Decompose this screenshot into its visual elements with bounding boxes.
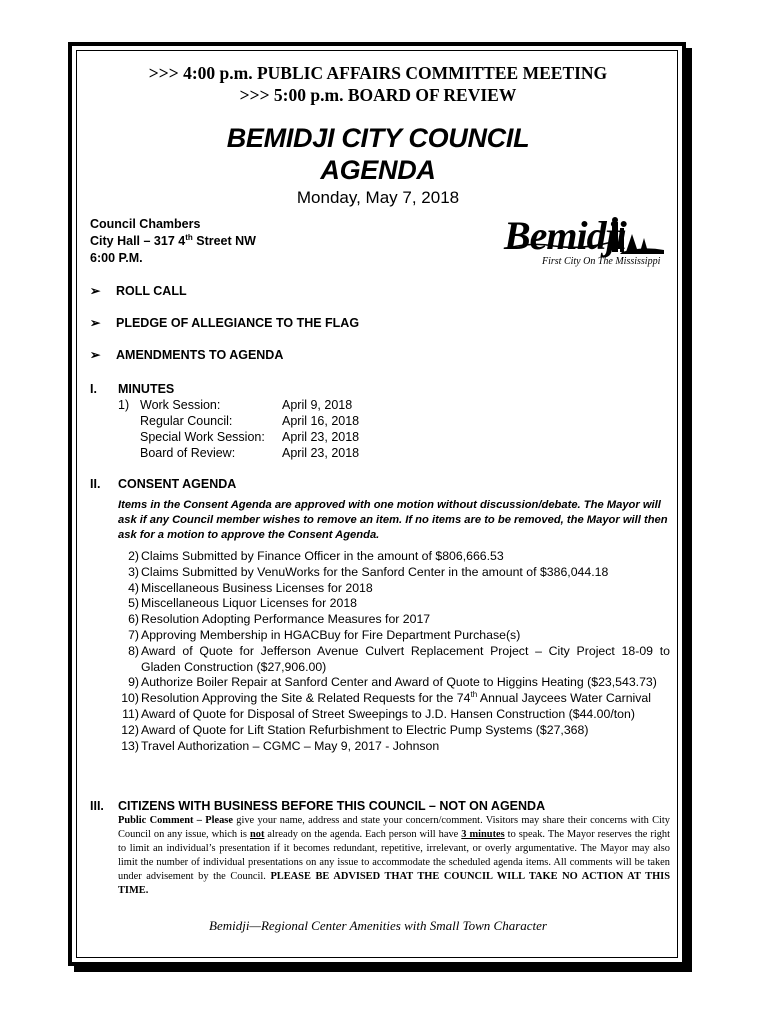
minutes-label: Regular Council:: [140, 414, 233, 428]
pledge-label: PLEDGE OF ALLEGIANCE TO THE FLAG: [116, 316, 360, 330]
meeting-line-2: >>> 5:00 p.m. BOARD OF REVIEW: [239, 85, 517, 105]
list-item: [86, 612, 670, 628]
minutes-index: [118, 429, 140, 445]
item-text: Approving Membership in HGACBuy for Fire Department Purchase(s): [141, 627, 521, 642]
minutes-row: [118, 445, 359, 461]
border-shadow-bottom: [74, 966, 692, 972]
item-number: 5): [128, 596, 139, 611]
minutes-index: [118, 445, 140, 461]
item-text: Award of Quote for Jefferson Avenue Culvert Replacement Project – City Project 18-09 to Gladen Construction ($27,906.00): [141, 643, 670, 674]
minutes-date: April 9, 2018: [282, 398, 353, 412]
minutes-row: [118, 429, 359, 445]
arrow-bullet-icon: ➢: [90, 316, 101, 330]
item-number: 6): [128, 612, 139, 627]
section-number: I.: [90, 382, 97, 396]
minutes-index: [118, 413, 140, 429]
section-citizens-heading: [90, 798, 545, 814]
list-item: [86, 739, 670, 755]
public-comment-part: give your name, address and state your concern/comment. Visitors may share their concerns with City Council on any issue, which is: [118, 815, 671, 840]
public-comment-emphasis: 3 minutes: [461, 829, 505, 840]
list-item: [86, 549, 670, 565]
meeting-line-1: >>> 4:00 p.m. PUBLIC AFFAIRS COMMITTEE MEETING: [148, 63, 608, 83]
minutes-date: April 23, 2018: [282, 430, 360, 444]
item-text: Travel Authorization – CGMC – May 9, 2017 - Johnson: [141, 738, 440, 753]
item-number: 8): [128, 643, 139, 658]
item-number: 11): [122, 706, 139, 721]
list-item: [86, 691, 670, 707]
consent-note: Items in the Consent Agenda are approved with one motion without discussion/debate. The Mayor will ask if any Council member wishes to remove an item. If no items are to be removed, the Mayor will then ask for a motion to approve the Consent Agenda.: [118, 499, 668, 541]
section-number: III.: [90, 799, 104, 813]
bemidji-logo: [502, 212, 670, 272]
item-number: 10): [121, 691, 139, 706]
consent-items: [86, 549, 670, 754]
minutes-label: Work Session:: [140, 398, 221, 412]
location-address: City Hall – 317 4: [90, 234, 186, 248]
section-title: CITIZENS WITH BUSINESS BEFORE THIS COUNCIL – NOT ON AGENDA: [118, 799, 546, 813]
section-consent-heading: [90, 476, 236, 492]
item-text: Miscellaneous Business Licenses for 2018: [141, 580, 373, 595]
item-number: 13): [121, 738, 139, 753]
public-comment-part: to speak. The Mayor reserves the right to limit an individual’s presentation if it becomes redundant, repetitive, irrelevant, or overly argumentative. The Mayor may also limit the number of individual presentations on any issue to accommodate the scheduled agenda items. All comments will be taken under advisement by the Council.: [118, 829, 671, 882]
item-text: Miscellaneous Liquor Licenses for 2018: [141, 596, 358, 611]
item-text: Award of Quote for Disposal of Street Sweepings to J.D. Hansen Construction ($44.00/ton): [141, 706, 635, 721]
logo-tagline: First City On The Mississippi: [542, 256, 661, 267]
item-number: 12): [121, 722, 139, 737]
item-text: Authorize Boiler Repair at Sanford Center and Award of Quote to Higgins Heating ($23,543.73): [141, 675, 657, 690]
item-number: 2): [128, 549, 139, 563]
logo-wordmark: Bemidji: [504, 213, 626, 258]
item-text-part: Annual Jaycees Water Carnival: [477, 691, 652, 706]
agenda-content: [86, 62, 671, 933]
list-item: [86, 675, 670, 691]
public-comment-part: already on the agenda. Each person will have: [264, 829, 462, 840]
list-item: [86, 707, 670, 723]
item-text-part: Resolution Approving the Site & Related Requests for the 74: [141, 691, 471, 706]
meeting-date: Monday, May 7, 2018: [296, 188, 460, 207]
public-comment-emphasis: not: [249, 829, 265, 840]
roll-call-item: [90, 283, 187, 299]
item-ordinal: th: [470, 690, 478, 700]
list-item: [86, 628, 670, 644]
minutes-row: [118, 397, 359, 413]
minutes-index: 1): [118, 398, 130, 412]
list-item: [86, 565, 670, 581]
item-text: Resolution Adopting Performance Measures for 2017: [141, 612, 431, 627]
minutes-date: April 16, 2018: [282, 414, 360, 428]
amendments-label: AMENDMENTS TO AGENDA: [116, 348, 284, 362]
list-item: [86, 723, 670, 739]
minutes-label: Board of Review:: [140, 446, 236, 460]
agenda-title: AGENDA: [320, 155, 436, 185]
item-text: Claims Submitted by Finance Officer in the amount of $806,666.53: [141, 549, 504, 563]
section-number: II.: [90, 477, 101, 491]
location-street: Street NW: [192, 234, 256, 248]
location-line-3: 6:00 P.M.: [90, 251, 143, 265]
section-minutes-heading: [90, 381, 174, 397]
location-ordinal: th: [185, 232, 193, 242]
item-number: 3): [128, 564, 139, 579]
arrow-bullet-icon: ➢: [90, 284, 101, 298]
item-text: Award of Quote for Lift Station Refurbishment to Electric Pump Systems ($27,368): [141, 722, 589, 737]
meeting-location: [90, 216, 256, 267]
footer-slogan: Bemidji—Regional Center Amenities with Small Town Character: [209, 918, 547, 933]
section-title: CONSENT AGENDA: [118, 477, 237, 491]
public-comment-label: Public Comment – Please: [118, 815, 233, 826]
list-item: [86, 644, 670, 676]
arrow-bullet-icon: ➢: [90, 348, 101, 362]
item-number: 7): [128, 627, 139, 642]
roll-call-label: ROLL CALL: [116, 284, 187, 298]
council-title: BEMIDJI CITY COUNCIL: [226, 123, 530, 153]
item-number: 9): [128, 675, 139, 690]
public-comment-text: [118, 814, 670, 898]
public-comment-closing: PLEASE BE ADVISED THAT THE COUNCIL WILL TAKE NO ACTION AT THIS TIME.: [118, 871, 670, 896]
item-text: Claims Submitted by VenuWorks for the Sanford Center in the amount of $386,044.18: [141, 564, 609, 579]
minutes-date: April 23, 2018: [282, 446, 360, 460]
pledge-item: [90, 315, 359, 331]
minutes-list: [118, 397, 359, 461]
location-line-2: [90, 233, 256, 250]
section-title: MINUTES: [118, 382, 175, 396]
amendments-item: [90, 347, 283, 363]
location-line-1: Council Chambers: [90, 217, 201, 231]
minutes-label: Special Work Session:: [140, 430, 265, 444]
border-shadow-right: [686, 48, 692, 972]
item-number: 4): [128, 580, 139, 595]
list-item: [86, 596, 670, 612]
minutes-row: [118, 413, 359, 429]
item-text: [141, 691, 670, 707]
list-item: [86, 581, 670, 597]
